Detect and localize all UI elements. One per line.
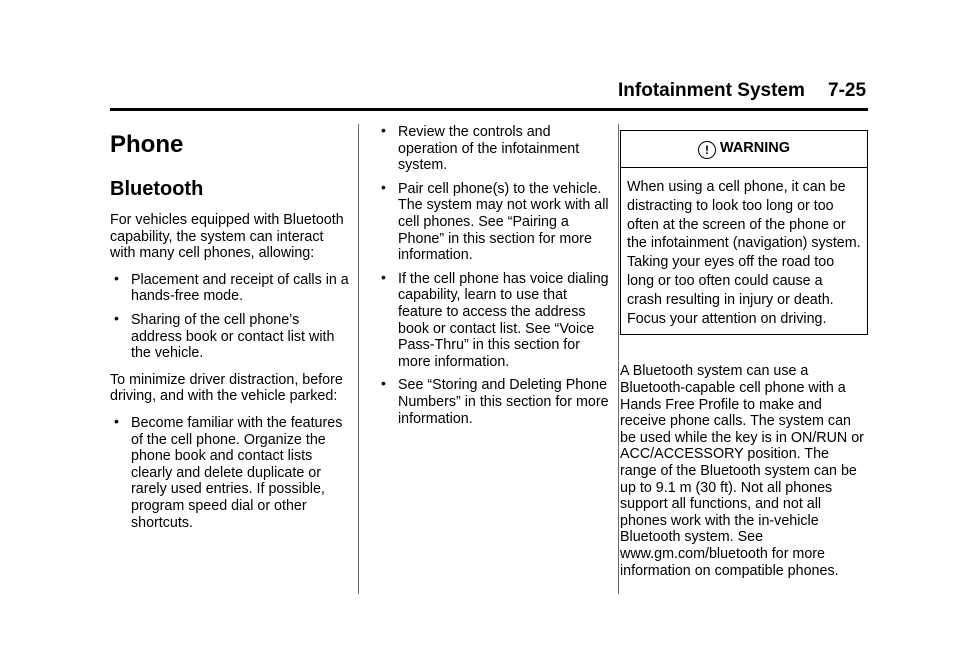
header-rule (110, 108, 868, 111)
page-number: 7-25 (828, 80, 867, 101)
warning-icon: ! (698, 141, 716, 159)
list-item-text: Pair cell phone(s) to the vehicle. The system may not work with all cell phones. See “Pairing a Phone” in this section for more information. (398, 180, 609, 264)
list-item-text: See “Storing and Deleting Phone Numbers” in this section for more information. (398, 377, 609, 427)
features-list (110, 269, 350, 362)
list-item-text: If the cell phone has voice dialing capability, learn to use that feature to access the address book or contact list. See “Voice Pass-Thru” in this section for more information. (398, 270, 609, 370)
intro-paragraph: For vehicles equipped with Bluetooth capability, the system can interact with many cell phones, allowing: (110, 212, 344, 262)
list-item-text: Placement and receipt of calls in a hands-free mode. (131, 271, 349, 305)
bluetooth-description: A Bluetooth system can use a Bluetooth-capable cell phone with a Hands Free Profile to make and receive phone calls. The system can be used while the key is in ON/RUN or ACC/ACCESSORY position. The range of the Bluetooth system can be up to 9.1 m (30 ft). Not all phones support all functions, and not all phones work with the in-vehicle Bluetooth system. See www.gm.com/bluetooth for more information on compatible phones. (620, 363, 864, 579)
column-1 (110, 132, 350, 541)
heading-phone: Phone (110, 131, 184, 158)
warning-title: WARNING (719, 140, 791, 156)
column-2 (377, 124, 609, 437)
bullet-icon: • (381, 122, 386, 138)
list-item (377, 377, 609, 427)
list-item (377, 124, 609, 174)
list-item (377, 178, 609, 264)
list-item (377, 268, 609, 371)
tips-list (110, 412, 350, 531)
column-divider-2 (618, 124, 619, 594)
column-divider-1 (358, 124, 359, 594)
list-item-text: Review the controls and operation of the infotainment system. (398, 124, 580, 174)
bullet-icon: • (381, 375, 386, 392)
list-item-text: Sharing of the cell phone’s address book or contact list with the vehicle. (131, 311, 335, 362)
distraction-paragraph: To minimize driver distraction, before driving, and with the vehicle parked: (110, 371, 343, 405)
column-3 (620, 130, 868, 589)
bullet-icon: • (381, 268, 386, 285)
warning-header (621, 131, 867, 168)
heading-bluetooth: Bluetooth (110, 178, 204, 200)
bullet-icon: • (114, 309, 119, 326)
list-item-text: Become familiar with the features of the cell phone. Organize the phone book and contact lists clearly and delete duplicate or rarely used entries. If possible, program speed dial or other shortcuts. (131, 414, 343, 531)
tips-list-continued (377, 124, 609, 427)
section-title: Infotainment System (618, 80, 805, 101)
bullet-icon: • (114, 269, 119, 286)
bullet-icon: • (114, 412, 119, 429)
list-item (110, 412, 350, 531)
warning-box (620, 130, 868, 335)
bullet-icon: • (381, 178, 386, 195)
warning-text: When using a cell phone, it can be distracting to look too long or too often at the screen of the phone or the infotainment (navigation) system. Taking your eyes off the road too long or too often could cause a crash resulting in injury or death. Focus your attention on driving. (627, 179, 861, 327)
list-item (110, 309, 350, 362)
list-item (110, 269, 350, 305)
